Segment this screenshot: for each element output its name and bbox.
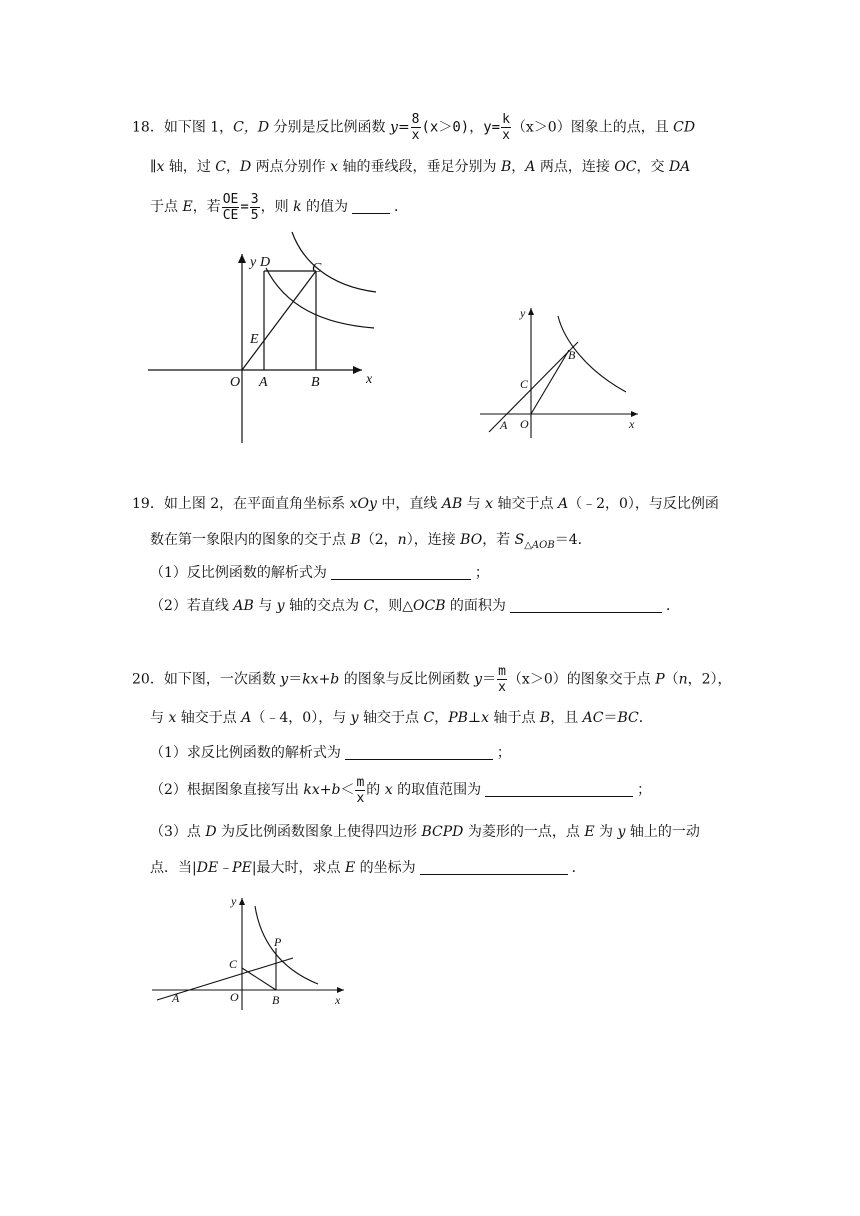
label-c: C [229, 957, 238, 971]
y-axis-arrow [238, 254, 246, 263]
answer-blank-q20-2[interactable] [485, 782, 633, 797]
curve-8-over-x [292, 232, 376, 292]
label-o: O [520, 417, 529, 431]
label-a: A [500, 418, 508, 432]
label-x: x [629, 417, 635, 431]
curve-k-over-x [266, 268, 374, 328]
label-a: A [172, 991, 180, 1005]
answer-blank-q19-2[interactable] [510, 598, 662, 613]
label-o: O [230, 990, 239, 1004]
figure-2 [476, 300, 646, 440]
label-p: P [274, 935, 282, 949]
q18-line1: 18．如下图 1，C，D 分别是反比例函数 y= $\frac{8}{x}$ (x＞0)，y= $\frac{k}{x}$ （x＞0）图象上的点，且 CD [132, 112, 696, 143]
fraction-3-over-5: $\frac{3}{5}$ [250, 191, 259, 223]
label-d: D [260, 255, 271, 270]
label-y: y [520, 306, 526, 320]
label-b: B [272, 993, 280, 1007]
q19-line1: 19．如上图 2，在平面直角坐标系 xOy 中，直线 AB 与 x 轴交于点 A（﹣2，0），与反比例函 [132, 496, 719, 512]
x-axis-arrow [353, 366, 362, 374]
fraction-oe-over-ce: $\frac{OE}{CE}$ [222, 191, 239, 223]
label-x: x [366, 372, 373, 387]
q20-part3: （3）点 D 为反比例函数图象上使得四边形 BCPD 为菱形的一点，点 E 为 y 轴上的一动 [150, 824, 700, 840]
q18-line2: ∥x 轴，过 C，D 两点分别作 x 轴的垂线段，垂足分别为 B，A 两点，连接 OC，交 DA [150, 159, 691, 175]
q20-line2: 与 x 轴交于点 A（﹣4，0），与 y 轴交于点 C，PB⊥x 轴于点 B，且 AC＝BC． [150, 710, 653, 726]
figure-1 [140, 228, 380, 448]
label-o: O [230, 375, 241, 390]
label-y: y [250, 255, 257, 270]
fraction-k-over-x: $\frac{k}{x}$ [502, 112, 510, 143]
label-c: C [312, 261, 322, 276]
figure-3 [148, 888, 353, 1010]
label-b: B [311, 375, 320, 390]
answer-blank-q19-1[interactable] [331, 565, 471, 580]
answer-blank-q20-1[interactable] [345, 745, 493, 760]
q19-line2: 数在第一象限内的图象的交于点 B（2，n），连接 BO，若 $S_{\triangle AOB}=4$． [150, 532, 592, 551]
q20-part2: （2）根据图象直接写出 kx+b＜ $\frac{m}{x}$ 的 x 的取值范围为 ； [150, 774, 652, 806]
answer-blank-q20-3[interactable] [420, 860, 568, 875]
q20-line1: 20．如下图，一次函数 y＝kx+b 的图象与反比例函数 y＝ $\frac{m}{x}$ （x＞0）的图象交于点 P（n，2）， [132, 664, 732, 695]
answer-blank-q18[interactable] [352, 199, 390, 214]
fraction-8-over-x: $\frac{8}{x}$ [411, 112, 420, 143]
y-axis-arrow [239, 898, 245, 905]
segment-cb [242, 968, 276, 990]
label-e: E [250, 332, 259, 347]
curve-m-over-x [255, 906, 318, 984]
label-c: C [520, 377, 529, 391]
q19-part1: （1）反比例函数的解析式为 ； [150, 565, 489, 581]
y-axis-arrow [528, 308, 534, 315]
segment-bo [531, 350, 569, 414]
q20-part3b: 点．当|DE﹣PE|最大时，求点 E 的坐标为 ． [150, 860, 586, 876]
q18-line3: 于点 E，若 $\frac{OE}{CE}$ = $\frac{3}{5}$ ，则 k 的值为 ． [150, 191, 408, 223]
fraction-m-over-x: $\frac{m}{x}$ [498, 664, 506, 695]
label-a: A [259, 375, 268, 390]
segment-oc [242, 271, 316, 370]
fraction-m-over-x-2: $\frac{m}{x}$ [356, 774, 365, 806]
q20-part1: （1）求反比例函数的解析式为 ； [150, 745, 511, 761]
label-x: x [335, 993, 341, 1007]
label-y: y [231, 894, 237, 908]
label-b: B [568, 348, 576, 362]
q19-part2: （2）若直线 AB 与 y 轴的交点为 C，则△OCB 的面积为 ． [150, 598, 680, 614]
